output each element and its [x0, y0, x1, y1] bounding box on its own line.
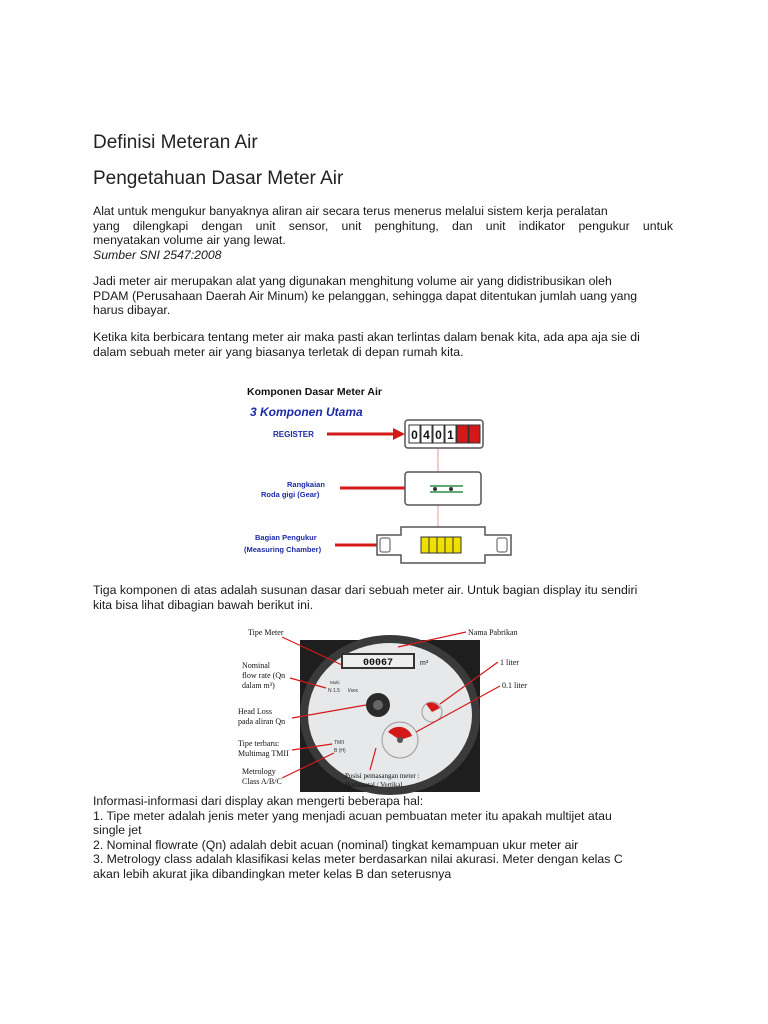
paragraph-definition [93, 204, 673, 262]
meter-display-figure [230, 620, 540, 798]
list-item: 2. Nominal flowrate (Qn) adalah debit acuan (nominal) tingkat kemampuan ukur meter air [93, 837, 579, 852]
dial-multi: Multi [330, 680, 340, 685]
list-title: Informasi-informasi dari display akan mengerti beberapa hal: [93, 794, 424, 808]
register-digit: 0 [411, 428, 418, 442]
register-digit: 5 [471, 428, 478, 442]
register-label: REGISTER [273, 430, 314, 439]
label-head-loss-1: Head Loss [238, 707, 272, 716]
label-tipe-terbaru-1: Tipe terbaru: [238, 739, 280, 748]
list-item: 3. Metrology class adalah klasifikasi kelas meter berdasarkan nilai akurasi. Meter dengan kelas C [93, 852, 623, 866]
counter-digits: 00067 [362, 658, 394, 669]
paragraph-display [93, 583, 673, 612]
label-tipe-meter: Tipe Meter [248, 628, 284, 637]
label-metrology-2: Class A/B/C [242, 777, 282, 786]
source-citation: Sumber SNI 2547:2008 [93, 247, 222, 262]
list-item: 1. Tipe meter adalah jenis meter yang menjadi acuan pembuatan meter itu apakah multijet atau [93, 808, 612, 823]
diagram-subtitle: 3 Komponen Utama [250, 405, 363, 419]
register-arrowhead [393, 428, 405, 440]
label-head-loss-2: pada aliran Qn [238, 717, 286, 726]
text-line: Jadi meter air merupakan alat yang digunakan menghitung volume air yang didistribusikan oleh [93, 274, 612, 288]
text-line: Tiga komponen di atas adalah susunan dasar dari sebuah meter air. Untuk bagian display itu sendiri [93, 583, 638, 597]
register-digit: 4 [423, 428, 430, 442]
information-list [93, 794, 673, 881]
dial-class: B (H) [334, 748, 346, 754]
gear-icon [433, 487, 437, 491]
outlet-pipe [497, 538, 507, 552]
label-01-liter: 0.1 liter [502, 681, 527, 690]
text-line: harus dibayar. [93, 303, 171, 317]
text-line: dalam sebuah meter air yang biasanya terletak di depan rumah kita. [93, 344, 464, 359]
text-line: Ketika kita berbicara tentang meter air maka pasti akan terlintas dalam benak kita, ada apa aja sie di [93, 330, 640, 344]
knob-hub [373, 700, 383, 710]
gear-label-line1: Rangkaian [287, 480, 325, 489]
gear-housing [405, 472, 481, 505]
text-line: Alat untuk mengukur banyaknya aliran air secara terus menerus melalui sistem kerja peralatan [93, 204, 608, 218]
diagram-title: Komponen Dasar Meter Air [247, 386, 382, 398]
page-title: Definisi Meteran Air [93, 132, 258, 153]
dial-unit: l/sec [348, 688, 359, 694]
text-line: PDAM (Perusahaan Daerah Air Minum) ke pelanggan, sehingga dapat ditentukan jumlah uang yang [93, 288, 638, 303]
label-nominal-1: Nominal [242, 661, 270, 670]
label-1-liter: 1 liter [500, 658, 519, 667]
paragraph-explanation [93, 274, 673, 318]
register-digit: 1 [459, 428, 466, 442]
section-title: Pengetahuan Dasar Meter Air [93, 168, 344, 189]
chamber-label-line1: Bagian Pengukur [255, 533, 317, 542]
gear-label-line2: Roda gigi (Gear) [261, 490, 320, 499]
list-item-continuation: akan lebih akurat jika dibandingkan meter kelas B dan seterusnya [93, 866, 452, 881]
label-posisi-1: Posisi pemasangan meter : [345, 772, 420, 780]
list-item-continuation: single jet [93, 823, 142, 837]
gear-icon [449, 487, 453, 491]
impeller [421, 537, 461, 553]
components-diagram [235, 380, 530, 565]
text-line: menyatakan volume air yang lewat. [93, 233, 286, 247]
dial-qn: N 1.5 [328, 688, 340, 694]
register-digit: 0 [435, 428, 442, 442]
counter-unit: m³ [420, 660, 429, 667]
dial-hub [397, 737, 403, 743]
text-line: kita bisa lihat dibagian bawah berikut ini. [93, 597, 314, 612]
chamber-label-line2: (Measuring Chamber) [244, 545, 322, 554]
label-nama-pabrikan: Nama Pabrikan [468, 628, 518, 637]
label-tipe-terbaru-2: Multimag TMII [238, 749, 289, 758]
text-line: yang dilengkapi dengan unit sensor, unit penghitung, dan unit indikator pengukur untuk [93, 218, 673, 233]
paragraph-intro [93, 330, 673, 359]
label-metrology-1: Metrology [242, 767, 276, 776]
register-digits [409, 425, 480, 443]
label-nominal-3: dalam m³) [242, 681, 275, 690]
register-digit: 1 [447, 428, 454, 442]
dial-tmii: TMII [334, 740, 344, 746]
label-posisi-2: Horizontal / Vertikal [345, 781, 403, 789]
label-nominal-2: flow rate (Qn [242, 671, 286, 680]
inlet-pipe [380, 538, 390, 552]
